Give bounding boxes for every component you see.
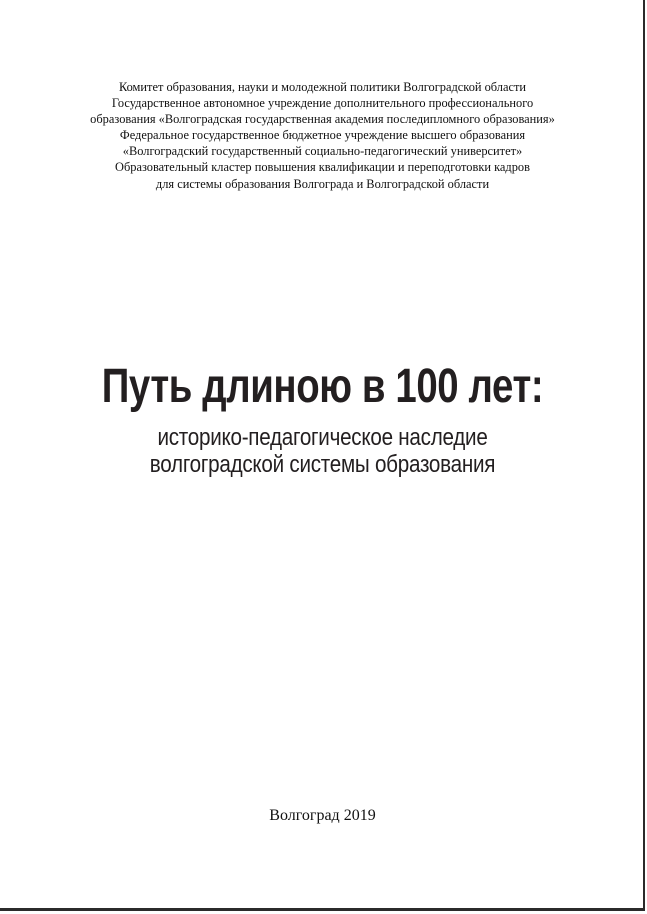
- header-line-university-2: «Волгоградский государственный социально-педагогический университет»: [122, 144, 523, 159]
- page-subtitle: [45, 424, 600, 478]
- header-line-institution-1: Государственное автономное учреждение дополнительного профессионального: [111, 96, 534, 111]
- header-line-cluster-1: Образовательный кластер повышения квалификации и переподготовки кадров: [115, 160, 530, 175]
- header-line-committee: Комитет образования, науки и молодежной политики Волгоградской области: [118, 80, 527, 94]
- header-line-cluster-2: для системы образования Волгограда и Волгоградской области: [155, 176, 490, 191]
- subtitle-line-1: историко-педагогическое наследие: [157, 424, 488, 451]
- header-line-university-1: Федеральное государственное бюджетное учреждение высшего образования: [119, 128, 526, 143]
- header-line-institution-2: образования «Волгоградская государственная академия последипломного образования»: [90, 112, 555, 127]
- place-year: Волгоград 2019: [269, 807, 376, 824]
- subtitle-line-2: волгоградской системы образования: [149, 451, 496, 478]
- publisher-header: [0, 79, 645, 192]
- page-title: Путь длиною в 100 лет:: [101, 360, 544, 413]
